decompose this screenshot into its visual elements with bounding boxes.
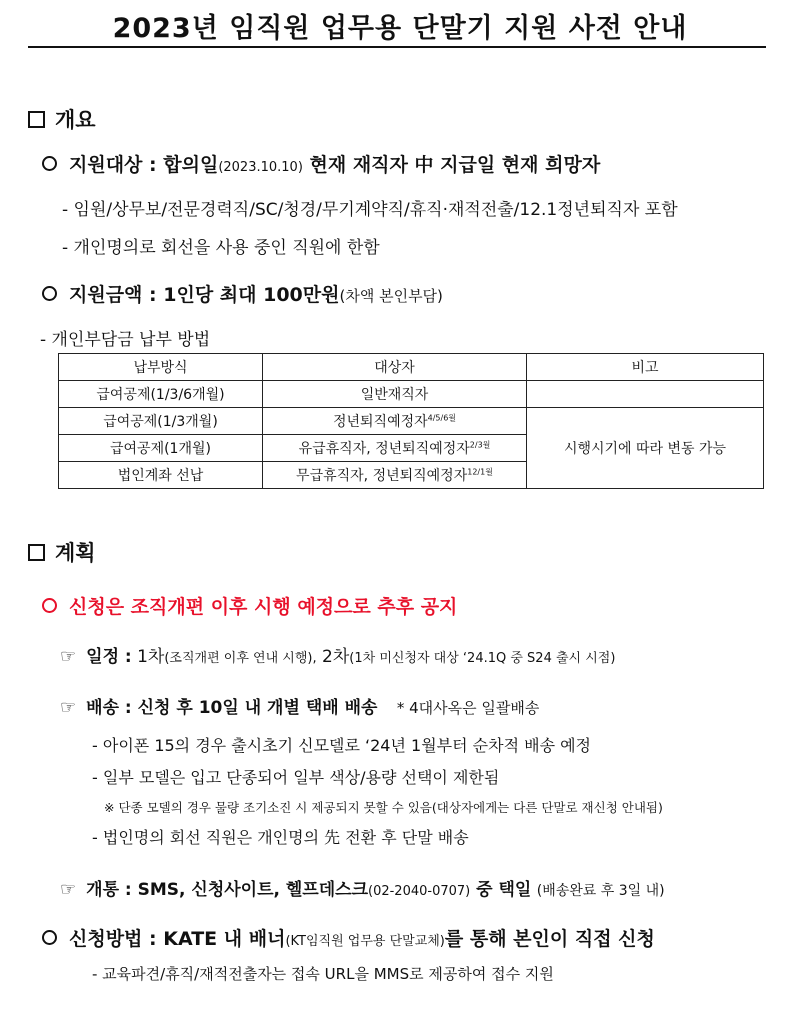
pointing-hand-icon: ☞ [60, 646, 77, 667]
payment-table [58, 353, 764, 489]
schedule-label: 일정 : [86, 647, 132, 667]
plan-notice-text: 신청은 조직개편 이후 시행 예정으로 추후 공지 [69, 596, 458, 618]
table-cell [263, 381, 527, 408]
table-cell: 급여공제(1/3/6개월) [59, 381, 263, 408]
delivery-sub-note: ※ 단종 모델의 경우 물량 조기소진 시 제공되지 못할 수 있음(대상자에게는 다른 단말로 재신청 안내됨) [104, 800, 663, 815]
table-cell [263, 435, 527, 462]
target-text: 일반재직자 [360, 387, 429, 403]
target-month-sup: 4/5/6월 [427, 413, 457, 423]
delivery [60, 693, 539, 718]
activation-note: (배송완료 후 3일 내) [536, 883, 665, 899]
circle-bullet-icon [42, 286, 57, 301]
target-text: 무급휴직자, 정년퇴직예정자 [296, 468, 468, 484]
apply-item: - 교육파견/휴직/재적전출자는 접속 URL을 MMS로 제공하여 접수 지원 [92, 965, 554, 983]
delivery-label: 배송 : 신청 후 10일 내 개별 택배 배송 [86, 698, 378, 718]
circle-bullet-icon [42, 930, 57, 945]
apply-label: 신청방법 : KATE 내 배너 [69, 928, 286, 950]
target-item-2: - 개인명의로 회선을 사용 중인 직원에 한함 [62, 238, 380, 258]
title-divider [28, 46, 766, 48]
delivery-note: * 4대사옥은 일괄배송 [396, 699, 540, 717]
support-target [42, 150, 600, 177]
target-text: 정년퇴직예정자 [332, 414, 428, 430]
apply-banner: (KT임직원 업무용 단말교체) [285, 934, 445, 949]
activation [60, 875, 665, 900]
payment-heading: - 개인부담금 납부 방법 [40, 330, 211, 350]
pointing-hand-icon: ☞ [60, 697, 77, 718]
circle-bullet-icon [42, 156, 57, 171]
target-date: (2023.10.10) [218, 160, 303, 175]
target-month-sup: 2/3월 [469, 440, 491, 450]
circle-bullet-icon [42, 598, 57, 613]
table-remark: 시행시기에 따라 변동 가능 [527, 408, 764, 489]
plan-notice [42, 592, 457, 619]
apply-text: 를 통해 본인이 직접 신청 [444, 928, 655, 950]
schedule-first: 1차 [137, 647, 165, 667]
table-header: 대상자 [263, 354, 527, 381]
page-title: 2023년 임직원 업무용 단말기 지원 사전 안내 [112, 13, 688, 44]
schedule-first-note: (조직개편 이후 연내 시행), [164, 651, 317, 666]
table-row [59, 381, 764, 408]
activation-choose: 중 택일 [470, 880, 532, 900]
table-header: 납부방식 [59, 354, 263, 381]
table-cell: 급여공제(1개월) [59, 435, 263, 462]
target-text: 유급휴직자, 정년퇴직예정자 [298, 441, 470, 457]
amount-note: (차액 본인부담) [339, 287, 443, 305]
support-amount [42, 280, 443, 307]
table-row [59, 408, 764, 435]
apply-method [42, 924, 655, 951]
schedule-second-note: (1차 미신청자 대상 ‘24.1Q 중 S24 출시 시점) [349, 651, 616, 666]
activation-label: 개통 : SMS, 신청사이트, 헬프데스크 [86, 880, 368, 900]
schedule [60, 642, 615, 667]
table-cell [263, 462, 527, 489]
section-overview [28, 104, 96, 134]
table-cell: 급여공제(1/3개월) [59, 408, 263, 435]
square-bullet-icon [28, 111, 45, 128]
section-plan [28, 537, 96, 567]
delivery-item-3: - 법인명의 회선 직원은 개인명의 先 전환 후 단말 배송 [92, 828, 469, 847]
table-header: 비고 [527, 354, 764, 381]
delivery-item-1: - 아이폰 15의 경우 출시초기 신모델로 ‘24년 1월부터 순차적 배송 예정 [92, 736, 592, 755]
table-cell: 법인계좌 선납 [59, 462, 263, 489]
square-bullet-icon [28, 544, 45, 561]
target-month-sup: 12/1월 [467, 467, 493, 477]
table-cell [263, 408, 527, 435]
table-header-row [59, 354, 764, 381]
section-heading-plan: 계획 [55, 541, 96, 565]
schedule-second: 2차 [322, 647, 350, 667]
amount-label: 지원금액 : 1인당 최대 100만원 [69, 284, 340, 306]
section-heading-overview: 개요 [55, 108, 96, 132]
helpdesk-phone: (02-2040-0707) [368, 884, 471, 899]
target-text: 현재 재직자 中 지급일 현재 희망자 [302, 154, 601, 176]
table-cell [527, 381, 764, 408]
pointing-hand-icon: ☞ [60, 879, 77, 900]
target-label: 지원대상 : 합의일 [69, 154, 219, 176]
delivery-item-2: - 일부 모델은 입고 단종되어 일부 색상/용량 선택이 제한됨 [92, 768, 500, 787]
target-item-1: - 임원/상무보/전문경력직/SC/청경/무기계약직/휴직·재적전출/12.1정년퇴직자 포함 [62, 200, 678, 220]
